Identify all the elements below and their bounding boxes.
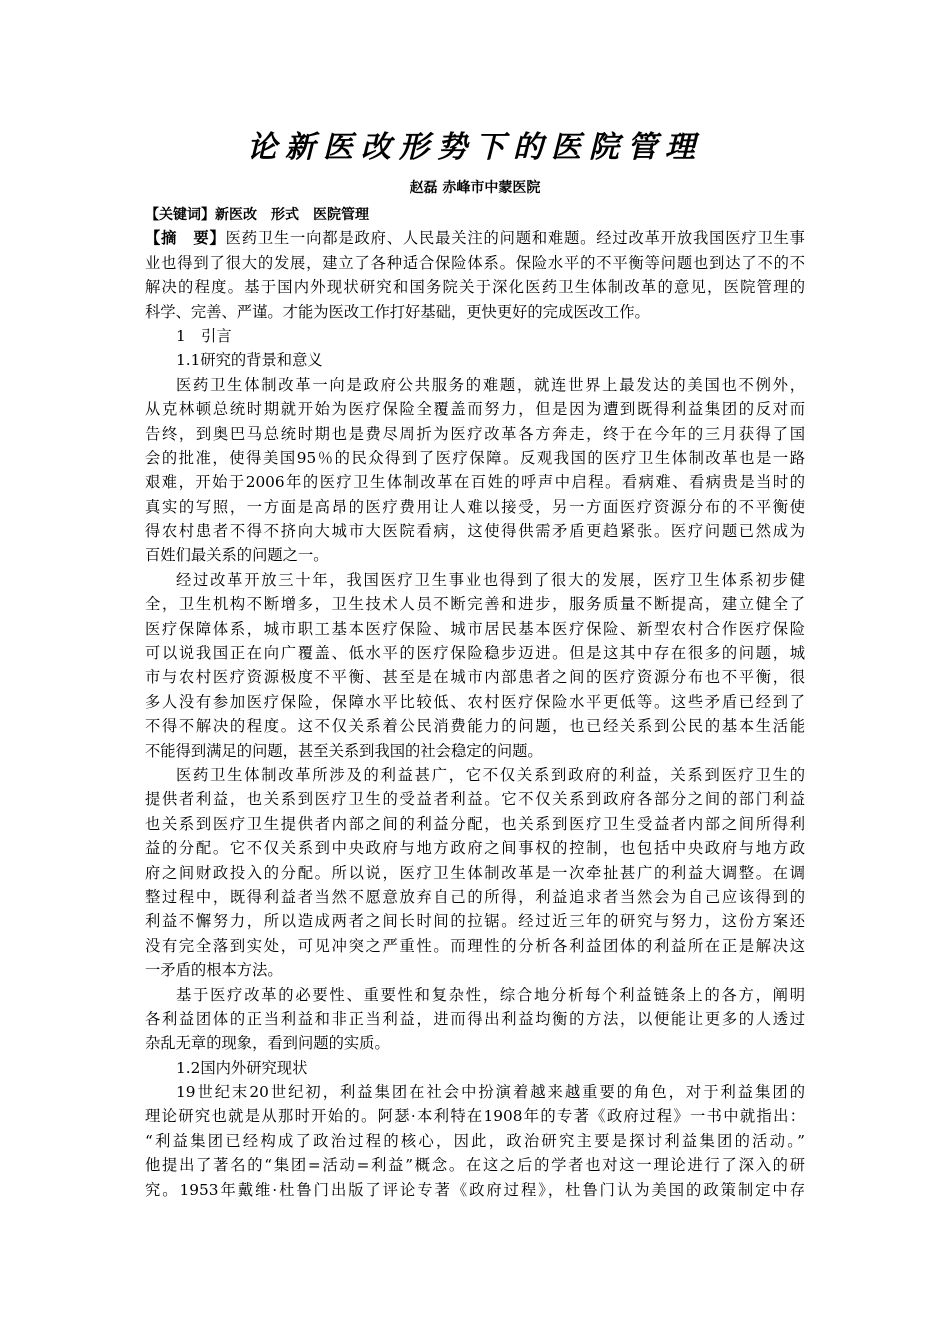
paragraph-line: 艰难，开始于2006年的医疗卫生体制改革在百姓的呼声中启程。看病难、看病贵是当时的 <box>145 473 805 492</box>
paragraph-line: “利益集团已经构成了政治过程的核心，因此，政治研究主要是探讨利益集团的活动。” <box>145 1131 805 1150</box>
paragraph-line: 提供者利益，也关系到医疗卫生的受益者利益。它不仅关系到政府各部分之间的部门利益 <box>145 790 805 809</box>
paragraph-line: 会的批准，使得美国95％的民众得到了医疗保障。反观我国的医疗卫生体制改革也是一路 <box>145 448 805 467</box>
paragraph-line: 全，卫生机构不断增多，卫生技术人员不断完善和进步，服务质量不断提高，建立健全了 <box>145 595 805 614</box>
paragraph-line: 究。1953年戴维·杜鲁门出版了评论专著《政府过程》，杜鲁门认为美国的政策制定中存 <box>145 1180 805 1199</box>
paragraph-line: 没有完全落到实处，可见冲突之严重性。而理性的分析各利益团体的利益所在正是解决这 <box>145 936 805 955</box>
keywords-line <box>145 202 805 226</box>
document-body <box>145 202 805 1202</box>
paragraph-line: 杂乱无章的现象，看到问题的实质。 <box>145 1034 390 1053</box>
abstract-line: 科学、完善、严谨。才能为医改工作打好基础，更快更好的完成医改工作。 <box>145 302 650 321</box>
paragraph-line: 他提出了著名的“集团=活动=利益”概念。在这之后的学者也对这一理论进行了深入的研 <box>145 1156 805 1175</box>
subsection-heading: 1.1研究的背景和意义 <box>176 351 323 370</box>
paragraph-line: 市与农村医疗资源极度不平衡、甚至是在城市内部患者之间的医疗资源分布也不平衡，很 <box>145 668 805 687</box>
paragraph-line: 经过改革开放三十年，我国医疗卫生事业也得到了很大的发展，医疗卫生体系初步健 <box>176 570 805 589</box>
paragraph-line: 各利益团体的正当利益和非正当利益，进而得出利益均衡的方法，以便能让更多的人透过 <box>145 1009 805 1028</box>
paragraph-line: 真实的写照，一方面是高昂的医疗费用让人难以接受，另一方面医疗资源分布的不平衡使 <box>145 497 805 516</box>
paragraph-line: 多人没有参加医疗保险，保障水平比较低、农村医疗保险水平更低等。这些矛盾已经到了 <box>145 692 805 711</box>
paragraph-line: 一矛盾的根本方法。 <box>145 961 283 980</box>
keywords-label: 【关键词】 <box>145 207 215 223</box>
abstract-line: 业也得到了很大的发展，建立了各种适合保险体系。保险水平的不平衡等问题也到达了不的不 <box>145 253 805 272</box>
paragraph-line: 医药卫生体制改革一向是政府公共服务的难题，就连世界上最发达的美国也不例外， <box>176 375 805 394</box>
section-heading: 1 引言 <box>176 326 232 345</box>
paragraph-line: 告终，到奥巴马总统时期也是费尽周折为医疗改革各方奔走，终于在今年的三月获得了国 <box>145 424 805 443</box>
abstract-line: 解决的程度。基于国内外现状研究和国务院关于深化医药卫生体制改革的意见，医院管理的 <box>145 278 805 297</box>
document-title: 论新医改形势下的医院管理 <box>247 130 703 165</box>
keywords-text: 新医改 形式 医院管理 <box>215 207 369 223</box>
abstract-text: 医药卫生一向都是政府、人民最关注的问题和难题。经过改革开放我国医疗卫生事 <box>225 229 805 248</box>
subsection-heading: 1.2国内外研究现状 <box>176 1058 308 1077</box>
paragraph-line: 得农村患者不得不挤向大城市大医院看病，这使得供需矛盾更趋紧张。医疗问题已然成为 <box>145 522 805 541</box>
paragraph-line: 也关系到医疗卫生提供者内部之间的利益分配，也关系到医疗卫生受益者内部之间所得利 <box>145 814 805 833</box>
paragraph-line: 不得不解决的程度。这不仅关系着公民消费能力的问题，也已经关系到公民的基本生活能 <box>145 717 805 736</box>
paragraph-line: 可以说我国正在向广覆盖、低水平的医疗保险稳步迈进。但是这其中存在很多的问题，城 <box>145 644 805 663</box>
paragraph-line: 百姓们最关系的问题之一。 <box>145 546 329 565</box>
paragraph-line: 利益不懈努力，所以造成两者之间长时间的拉锯。经过近三年的研究与努力，这份方案还 <box>145 912 805 931</box>
paragraph-line: 不能得到满足的问题，甚至关系到我国的社会稳定的问题。 <box>145 741 543 760</box>
paragraph-line: 益的分配。它不仅关系到中央政府与地方政府之间事权的控制，也包括中央政府与地方政 <box>145 839 805 858</box>
paragraph-line: 医疗保障体系，城市职工基本医疗保险、城市居民基本医疗保险、新型农村合作医疗保险 <box>145 619 805 638</box>
abstract-label: 【摘 要】 <box>145 229 226 248</box>
paragraph-line: 医药卫生体制改革所涉及的利益甚广，它不仅关系到政府的利益，关系到医疗卫生的 <box>176 765 805 784</box>
author-line: 赵磊 赤峰市中蒙医院 <box>409 180 541 196</box>
paragraph-line: 整过程中，既得利益者当然不愿意放弃自己的所得，利益追求者当然会为自己应该得到的 <box>145 887 805 906</box>
paragraph-line: 19世纪末20世纪初，利益集团在社会中扮演着越来越重要的角色，对于利益集团的 <box>176 1083 805 1102</box>
paragraph-line: 基于医疗改革的必要性、重要性和复杂性，综合地分析每个利益链条上的各方，阐明 <box>176 985 805 1004</box>
paragraph-line: 从克林顿总统时期就开始为医疗保险全覆盖而努力，但是因为遭到既得利益集团的反对而 <box>145 400 805 419</box>
paragraph-line: 理论研究也就是从那时开始的。阿瑟·本利特在1908年的专著《政府过程》一书中就指出： <box>145 1107 805 1126</box>
abstract-line <box>145 226 805 250</box>
paragraph-line: 府之间财政投入的分配。所以说，医疗卫生体制改革是一次牵扯甚广的利益大调整。在调 <box>145 863 805 882</box>
